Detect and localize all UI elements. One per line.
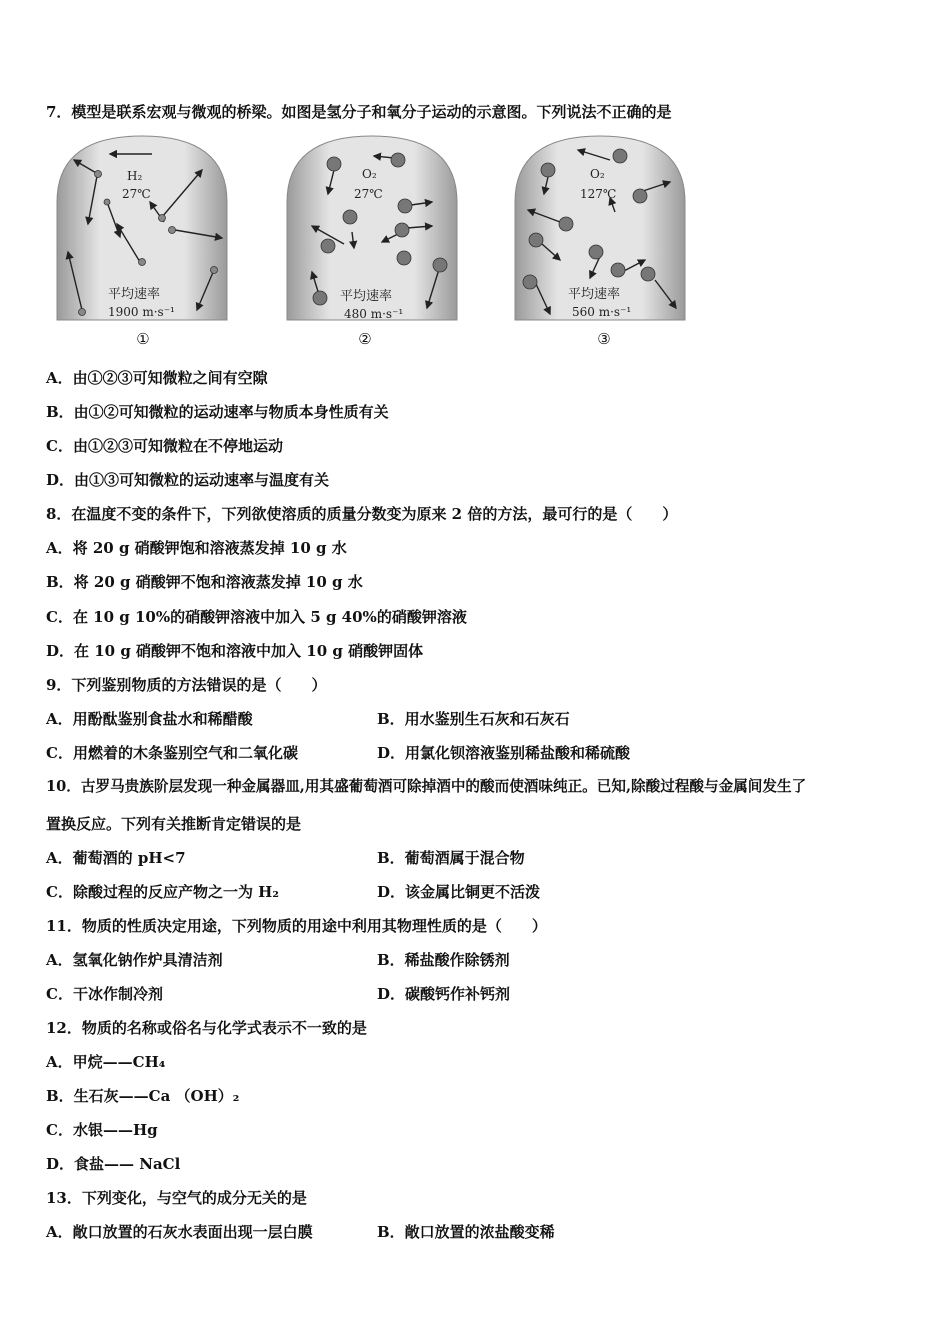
q12-option-a: A．甲烷——CH₄ [46, 1053, 166, 1071]
q10-option-a: A．葡萄酒的 pH<7 [46, 849, 186, 867]
figure2-gas: O₂ [362, 167, 377, 181]
figure3-label: ③ [597, 330, 611, 348]
q10-option-d: D．该金属比铜更不活泼 [377, 883, 541, 901]
q9-option-a: A．用酚酞鉴别食盐水和稀醋酸 [46, 710, 253, 728]
figure1-temp: 27℃ [122, 187, 151, 201]
q7-option-c: C．由①②③可知微粒在不停地运动 [46, 437, 283, 455]
q8-option-b: B．将 20 g 硝酸钾不饱和溶液蒸发掉 10 g 水 [46, 573, 363, 591]
figure-o2-27c [282, 132, 462, 328]
q11-option-a: A．氢氧化钠作炉具清洁剂 [46, 951, 223, 969]
figure2-temp: 27℃ [354, 187, 383, 201]
figure3-rate: 560 m·s⁻¹ [572, 305, 632, 319]
figure-h2-27c [52, 132, 232, 328]
q12-option-b: B．生石灰——Ca （OH）₂ [46, 1087, 240, 1105]
figure3-rate-label: 平均速率 [568, 287, 621, 302]
q13-stem: 13．下列变化，与空气的成分无关的是 [46, 1189, 307, 1207]
q9-option-b: B．用水鉴别生石灰和石灰石 [377, 710, 570, 728]
q12-stem: 12．物质的名称或俗名与化学式表示不一致的是 [46, 1019, 367, 1037]
q9-option-d: D．用氯化钡溶液鉴别稀盐酸和稀硫酸 [377, 744, 631, 762]
figure2-rate: 480 m·s⁻¹ [344, 307, 404, 321]
q7-option-d: D．由①③可知微粒的运动速率与温度有关 [46, 471, 330, 489]
figure1-rate: 1900 m·s⁻¹ [108, 305, 175, 319]
figure1-rate-label: 平均速率 [108, 287, 161, 302]
figure1-gas: H₂ [127, 169, 143, 183]
q8-option-c: C．在 10 g 10%的硝酸钾溶液中加入 5 g 40%的硝酸钾溶液 [46, 608, 467, 626]
q11-option-d: D．碳酸钙作补钙剂 [377, 985, 511, 1003]
q10-option-b: B．葡萄酒属于混合物 [377, 849, 525, 867]
figure3-temp: 127℃ [580, 187, 617, 201]
q7-option-a: A．由①②③可知微粒之间有空隙 [46, 369, 268, 387]
q13-option-a: A．敞口放置的石灰水表面出现一层白膜 [46, 1223, 313, 1241]
q7-option-b: B．由①②可知微粒的运动速率与物质本身性质有关 [46, 403, 389, 421]
q10-stem-line2: 置换反应。下列有关推断肯定错误的是 [46, 815, 302, 833]
figure2-rate-label: 平均速率 [340, 289, 393, 304]
q8-option-a: A．将 20 g 硝酸钾饱和溶液蒸发掉 10 g 水 [46, 539, 347, 557]
q8-stem: 8．在温度不变的条件下，下列欲使溶质的质量分数变为原来 2 倍的方法，最可行的是（ ） [46, 505, 678, 523]
q10-option-c: C．除酸过程的反应产物之一为 H₂ [46, 883, 279, 901]
q12-option-d: D．食盐—— NaCl [46, 1155, 181, 1173]
figure-o2-127c [510, 132, 690, 328]
q11-option-c: C．干冰作制冷剂 [46, 985, 163, 1003]
q10-stem-line1: 10．古罗马贵族阶层发现一种金属器皿,用其盛葡萄酒可除掉酒中的酸而使酒味纯正。已知,除酸过程酸与金属间发生了 [46, 778, 807, 795]
figure3-gas: O₂ [590, 167, 605, 181]
figure1-label: ① [136, 330, 150, 348]
figure2-label: ② [358, 330, 372, 348]
q8-option-d: D．在 10 g 硝酸钾不饱和溶液中加入 10 g 硝酸钾固体 [46, 642, 424, 660]
q11-option-b: B．稀盐酸作除锈剂 [377, 951, 510, 969]
q7-stem: 7．模型是联系宏观与微观的桥梁。如图是氢分子和氧分子运动的示意图。下列说法不正确的是 [46, 103, 672, 121]
q9-option-c: C．用燃着的木条鉴别空气和二氧化碳 [46, 744, 298, 762]
q9-stem: 9．下列鉴别物质的方法错误的是（ ） [46, 676, 327, 694]
q13-option-b: B．敞口放置的浓盐酸变稀 [377, 1223, 555, 1241]
q11-stem: 11．物质的性质决定用途，下列物质的用途中利用其物理性质的是（ ） [46, 917, 547, 935]
q12-option-c: C．水银——Hg [46, 1121, 158, 1139]
